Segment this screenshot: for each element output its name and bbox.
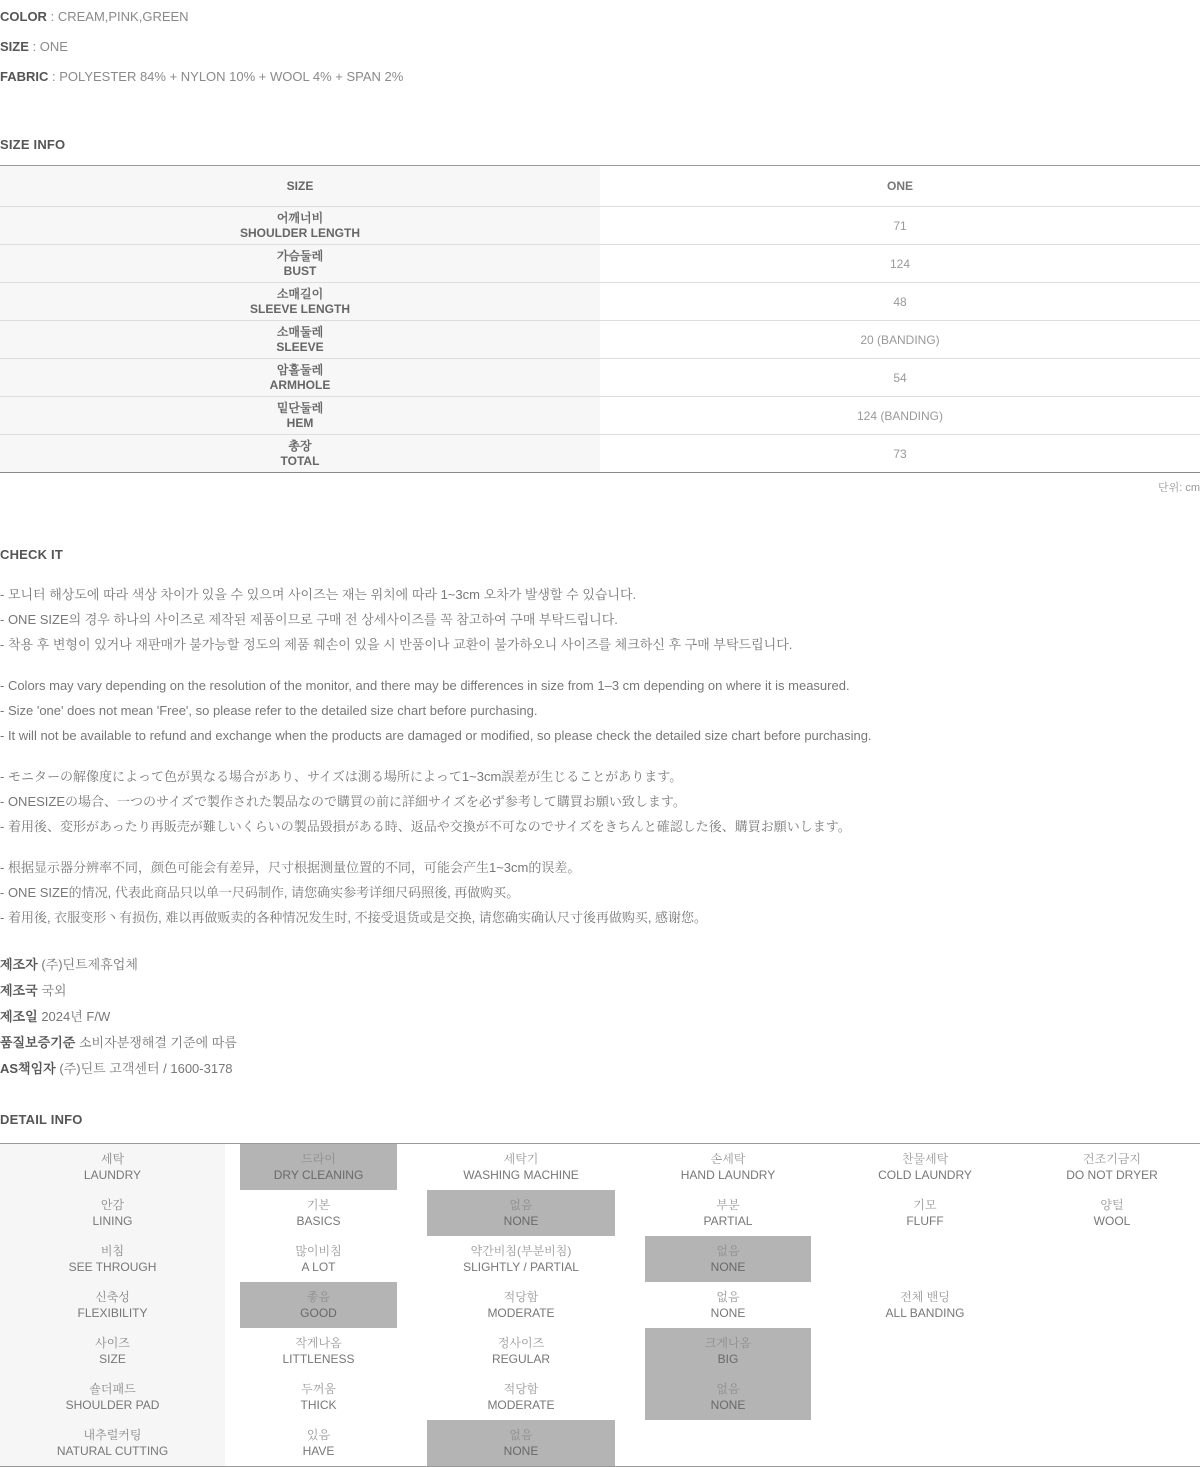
size-row-label-ko: 소매길이 bbox=[276, 286, 324, 301]
detail-cell bbox=[1024, 1144, 1200, 1190]
detail-cell-en: MODERATE bbox=[487, 1306, 555, 1320]
detail-cell-inner bbox=[240, 1328, 397, 1374]
detail-cell-inner bbox=[645, 1328, 811, 1374]
manufacturer-row bbox=[0, 952, 1200, 978]
detail-row-label-en: NATURAL CUTTING bbox=[56, 1444, 169, 1458]
spec-fabric-label: FABRIC bbox=[0, 69, 49, 84]
check-note-line: - ONE SIZE의 경우 하나의 사이즈로 제작된 제품이므로 구매 전 상세사이즈를 꼭 참고하여 구매 부탁드립니다. bbox=[0, 612, 618, 627]
size-row-label-en: ARMHOLE bbox=[269, 377, 331, 392]
detail-cell bbox=[412, 1144, 630, 1190]
detail-cell-en: BIG bbox=[717, 1352, 739, 1366]
manufacturer-label: 제조일 bbox=[0, 1009, 38, 1024]
spec-size-label: SIZE bbox=[0, 39, 29, 54]
size-row-value: 124 bbox=[889, 256, 911, 271]
size-header-label: SIZE bbox=[0, 166, 600, 206]
size-row-label-en: TOTAL bbox=[280, 453, 320, 468]
detail-cell-inner bbox=[240, 1374, 397, 1420]
detail-row bbox=[0, 1374, 1200, 1420]
detail-cell-empty bbox=[1024, 1374, 1200, 1420]
manufacturer-row bbox=[0, 1056, 1200, 1082]
size-row-value: 48 bbox=[893, 294, 907, 309]
detail-cell bbox=[826, 1282, 1024, 1328]
detail-cell-highlighted bbox=[412, 1190, 630, 1236]
size-table-row bbox=[0, 358, 1200, 396]
detail-row-label-en: FLEXIBILITY bbox=[77, 1306, 148, 1320]
detail-cell-en: NONE bbox=[503, 1214, 539, 1228]
check-note-line: - ONESIZEの場合、一つのサイズで製作された製品なので購買の前に詳細サイズを必ず参考して購買お願い致します。 bbox=[0, 794, 686, 809]
check-note-line: - モニターの解像度によって色が異なる場合があり、サイズは測る場所によって1~3cm誤差が生じることがあります。 bbox=[0, 769, 683, 784]
detail-cell bbox=[412, 1328, 630, 1374]
detail-cell bbox=[826, 1190, 1024, 1236]
detail-row-label-ko: 세탁 bbox=[100, 1152, 125, 1166]
check-notes-chinese bbox=[0, 855, 1200, 930]
detail-cell-ko: 적당함 bbox=[503, 1290, 539, 1304]
check-note-line: - 모니터 해상도에 따라 색상 차이가 있을 수 있으며 사이즈는 재는 위치에 따라 1~3cm 오차가 발생할 수 있습니다. bbox=[0, 587, 637, 602]
manufacturer-value: 소비자분쟁해결 기준에 따름 bbox=[78, 1035, 237, 1050]
detail-cell-ko: 건조기금지 bbox=[1083, 1152, 1141, 1166]
detail-cell-en: MODERATE bbox=[487, 1398, 555, 1412]
detail-cell-inner bbox=[240, 1144, 397, 1190]
detail-cell-ko: 양털 bbox=[1100, 1198, 1124, 1212]
detail-cell-en: FLUFF bbox=[906, 1214, 944, 1228]
manufacturer-value: (주)딘트제휴업체 bbox=[41, 957, 138, 972]
size-row-label bbox=[0, 359, 600, 396]
detail-cell-en: ALL BANDING bbox=[885, 1306, 965, 1320]
detail-cell-inner bbox=[645, 1190, 811, 1236]
detail-cell-inner bbox=[645, 1144, 811, 1190]
size-info-title: SIZE INFO bbox=[0, 137, 66, 152]
detail-cell-inner bbox=[427, 1328, 615, 1374]
size-row-label-ko: 어깨너비 bbox=[276, 210, 324, 225]
size-row-value: 71 bbox=[893, 218, 907, 233]
spec-color-label: COLOR bbox=[0, 9, 47, 24]
detail-row-label-en: LAUNDRY bbox=[83, 1168, 142, 1182]
manufacturer-label: 제조국 bbox=[0, 983, 38, 998]
size-row-label-ko: 가슴둘레 bbox=[276, 248, 324, 263]
detail-row-label-en: SHOULDER PAD bbox=[65, 1398, 160, 1412]
detail-cell-en: GOOD bbox=[300, 1306, 337, 1320]
detail-cell-en: NONE bbox=[710, 1260, 746, 1274]
detail-cell-inner bbox=[427, 1190, 615, 1236]
size-row-label-en: HEM bbox=[286, 415, 314, 430]
manufacturer-label: 품질보증기준 bbox=[0, 1035, 76, 1050]
detail-row-label-ko: 내추럴커팅 bbox=[83, 1428, 142, 1442]
detail-cell bbox=[225, 1236, 412, 1282]
detail-cell-en: COLD LAUNDRY bbox=[878, 1168, 972, 1182]
detail-row-label-ko: 신축성 bbox=[95, 1290, 130, 1304]
detail-cell-inner bbox=[841, 1144, 1009, 1190]
detail-cell-ko: 없음 bbox=[716, 1382, 740, 1396]
detail-row bbox=[0, 1144, 1200, 1190]
detail-cell-en: NONE bbox=[710, 1306, 746, 1320]
detail-row-label bbox=[0, 1236, 225, 1282]
detail-cell-highlighted bbox=[630, 1328, 826, 1374]
size-table-row bbox=[0, 282, 1200, 320]
size-row-value: 54 bbox=[893, 370, 907, 385]
spec-separator: : bbox=[32, 39, 37, 54]
manufacturer-row bbox=[0, 1004, 1200, 1030]
spec-separator: : bbox=[52, 69, 56, 84]
size-row-label bbox=[0, 435, 600, 472]
detail-cell-empty bbox=[826, 1374, 1024, 1420]
detail-cell-inner bbox=[427, 1236, 615, 1282]
size-row-label-ko: 소매둘레 bbox=[276, 324, 324, 339]
spec-color bbox=[0, 6, 1200, 27]
detail-cell-en: DO NOT DRYER bbox=[1066, 1168, 1158, 1182]
detail-cell-ko: 없음 bbox=[509, 1198, 533, 1212]
detail-cell bbox=[225, 1420, 412, 1466]
detail-info-table bbox=[0, 1143, 1200, 1467]
detail-cell-inner bbox=[240, 1190, 397, 1236]
detail-cell-inner bbox=[841, 1282, 1009, 1328]
detail-cell-ko: 크게나옴 bbox=[704, 1336, 752, 1350]
size-row-label-en: SLEEVE bbox=[276, 339, 324, 354]
detail-cell bbox=[412, 1236, 630, 1282]
detail-cell-ko: 좋음 bbox=[306, 1290, 331, 1304]
detail-cell-ko: 적당함 bbox=[503, 1382, 539, 1396]
detail-cell-ko: 찬물세탁 bbox=[901, 1152, 949, 1166]
detail-cell-highlighted bbox=[630, 1374, 826, 1420]
detail-row-label-en: SEE THROUGH bbox=[68, 1260, 157, 1274]
detail-cell-inner bbox=[1039, 1190, 1185, 1236]
detail-cell-ko: 기본 bbox=[306, 1198, 331, 1212]
size-row-label-en: SLEEVE LENGTH bbox=[249, 301, 350, 316]
check-note-line: - 着用後, 衣服变形丶有损伤, 难以再做贩卖的各种情况发生时, 不接受退货或是交换, 请您确实确认尺寸後再做购买, 感谢您。 bbox=[0, 910, 708, 925]
detail-cell-inner bbox=[645, 1282, 811, 1328]
detail-cell-inner bbox=[645, 1374, 811, 1420]
size-row-label-ko: 밑단둘레 bbox=[276, 400, 324, 415]
size-info-table bbox=[0, 165, 1200, 473]
detail-cell-empty bbox=[826, 1236, 1024, 1282]
detail-cell bbox=[412, 1282, 630, 1328]
size-row-value: 124 (BANDING) bbox=[856, 408, 944, 423]
detail-cell-en: WASHING MACHINE bbox=[463, 1168, 579, 1182]
detail-row-label-ko: 숄더패드 bbox=[89, 1382, 136, 1396]
detail-cell bbox=[225, 1374, 412, 1420]
check-it-title: CHECK IT bbox=[0, 547, 63, 562]
size-row-label bbox=[0, 321, 600, 358]
detail-row-label bbox=[0, 1144, 225, 1190]
size-table-row bbox=[0, 206, 1200, 244]
detail-cell bbox=[1024, 1190, 1200, 1236]
size-row-value: 20 (BANDING) bbox=[860, 332, 940, 347]
detail-row-label bbox=[0, 1328, 225, 1374]
detail-cell bbox=[630, 1144, 826, 1190]
detail-cell-en: HAND LAUNDRY bbox=[680, 1168, 776, 1182]
manufacturer-label: AS책임자 bbox=[0, 1061, 56, 1076]
check-note-line: - 根据显示器分辨率不同，颜色可能会有差异，尺寸根据测量位置的不同，可能会产生1~3cm的误差。 bbox=[0, 860, 581, 875]
detail-row-label-ko: 안감 bbox=[100, 1198, 125, 1212]
detail-cell-ko: 없음 bbox=[716, 1244, 740, 1258]
detail-row-label-en: LINING bbox=[92, 1214, 133, 1228]
check-it-notes bbox=[0, 582, 1200, 930]
detail-cell-empty bbox=[1024, 1420, 1200, 1466]
detail-cell-empty bbox=[630, 1420, 826, 1466]
size-unit-note: 단위: cm bbox=[1157, 482, 1200, 494]
detail-cell bbox=[630, 1282, 826, 1328]
detail-cell-inner bbox=[427, 1144, 615, 1190]
detail-row-label-en: SIZE bbox=[99, 1352, 126, 1366]
detail-cell-ko: 드라이 bbox=[301, 1152, 336, 1166]
size-row-label-en: BUST bbox=[283, 263, 317, 278]
detail-row bbox=[0, 1190, 1200, 1236]
size-table-row bbox=[0, 396, 1200, 434]
detail-cell-ko: 기모 bbox=[913, 1198, 937, 1212]
detail-cell-inner bbox=[841, 1190, 1009, 1236]
detail-cell-inner bbox=[427, 1420, 615, 1466]
detail-cell-inner bbox=[240, 1282, 397, 1328]
detail-row bbox=[0, 1420, 1200, 1466]
detail-cell-en: BASICS bbox=[296, 1214, 341, 1228]
detail-cell-inner bbox=[240, 1236, 397, 1282]
detail-cell-en: DRY CLEANING bbox=[273, 1168, 364, 1182]
manufacturer-value: 2024년 F/W bbox=[41, 1009, 111, 1024]
detail-cell bbox=[630, 1190, 826, 1236]
spec-size bbox=[0, 36, 1200, 57]
detail-cell-empty bbox=[826, 1328, 1024, 1374]
detail-cell-highlighted bbox=[412, 1420, 630, 1466]
detail-cell-inner bbox=[240, 1420, 397, 1466]
detail-cell-ko: 없음 bbox=[509, 1428, 533, 1442]
detail-cell-ko: 부분 bbox=[716, 1198, 740, 1212]
check-note-line: - 착용 후 변형이 있거나 재판매가 불가능할 정도의 제품 훼손이 있을 시 반품이나 교환이 불가하오니 사이즈를 체크하신 후 구매 부탁드립니다. bbox=[0, 637, 793, 652]
detail-cell-ko: 많이비침 bbox=[295, 1244, 342, 1258]
size-header-value: ONE bbox=[886, 179, 913, 193]
size-table-row bbox=[0, 320, 1200, 358]
detail-cell-inner bbox=[427, 1282, 615, 1328]
manufacturer-value: (주)딘트 고객센터 / 1600-3178 bbox=[59, 1061, 233, 1076]
detail-cell bbox=[412, 1374, 630, 1420]
spec-separator: : bbox=[50, 9, 55, 24]
detail-row-label bbox=[0, 1420, 225, 1466]
detail-cell-en: SLIGHTLY / PARTIAL bbox=[463, 1260, 579, 1274]
size-row-label bbox=[0, 245, 600, 282]
spec-fabric-value: POLYESTER 84% + NYLON 10% + WOOL 4% + SPAN 2% bbox=[59, 69, 404, 84]
manufacturer-label: 제조자 bbox=[0, 957, 38, 972]
detail-cell-en: THICK bbox=[300, 1398, 337, 1412]
manufacturer-value: 국외 bbox=[41, 983, 67, 998]
manufacturer-row bbox=[0, 978, 1200, 1004]
check-notes-english bbox=[0, 673, 1200, 748]
detail-cell-en: NONE bbox=[710, 1398, 746, 1412]
check-note-line: - Colors may vary depending on the resolution of the monitor, and there may be differences in size from 1–3 cm depending on where it is measured. bbox=[0, 678, 850, 693]
manufacturer-row bbox=[0, 1030, 1200, 1056]
check-note-line: - Size 'one' does not mean 'Free', so please refer to the detailed size chart before purchasing. bbox=[0, 703, 538, 718]
detail-cell-en: A LOT bbox=[301, 1260, 336, 1274]
detail-cell-ko: 세탁기 bbox=[503, 1152, 539, 1166]
size-table-row bbox=[0, 434, 1200, 472]
detail-cell-ko: 두꺼움 bbox=[301, 1382, 336, 1396]
detail-info-title: DETAIL INFO bbox=[0, 1112, 83, 1127]
detail-row-label-ko: 비침 bbox=[100, 1244, 125, 1258]
detail-cell-ko: 정사이즈 bbox=[497, 1336, 545, 1350]
detail-cell-en: LITTLENESS bbox=[282, 1352, 355, 1366]
detail-cell-ko: 있음 bbox=[306, 1428, 331, 1442]
detail-cell-en: NONE bbox=[503, 1444, 539, 1458]
size-table-row bbox=[0, 244, 1200, 282]
detail-cell-highlighted bbox=[630, 1236, 826, 1282]
detail-row bbox=[0, 1236, 1200, 1282]
detail-cell-inner bbox=[1039, 1144, 1185, 1190]
check-note-line: - 着用後、変形があったり再販売が難しいくらいの製品毀損がある時、返品や交換が不可なのでサイズをきちんと確認した後、購買お願いします。 bbox=[0, 819, 851, 834]
detail-row bbox=[0, 1282, 1200, 1328]
size-row-label-ko: 암홀둘레 bbox=[276, 362, 324, 377]
detail-cell-empty bbox=[1024, 1328, 1200, 1374]
detail-cell-en: PARTIAL bbox=[703, 1214, 753, 1228]
detail-cell-en: REGULAR bbox=[491, 1352, 550, 1366]
detail-cell-empty bbox=[1024, 1236, 1200, 1282]
check-notes-japanese bbox=[0, 764, 1200, 839]
detail-row-label bbox=[0, 1190, 225, 1236]
detail-cell-empty bbox=[1024, 1282, 1200, 1328]
detail-cell bbox=[225, 1328, 412, 1374]
check-note-line: - ONE SIZE的情况, 代表此商品只以单一尺码制作, 请您确实参考详细尺码照後, 再做购买。 bbox=[0, 885, 520, 900]
size-table-header-row bbox=[0, 166, 1200, 206]
detail-row-label bbox=[0, 1374, 225, 1420]
size-row-label bbox=[0, 207, 600, 244]
size-row-label bbox=[0, 397, 600, 434]
detail-cell-inner bbox=[427, 1374, 615, 1420]
spec-size-value: ONE bbox=[39, 39, 68, 54]
detail-cell bbox=[826, 1144, 1024, 1190]
size-row-label-ko: 총장 bbox=[288, 438, 312, 453]
check-note-line: - It will not be available to refund and exchange when the products are damaged or modified, so please check the detailed size chart before purchasing. bbox=[0, 728, 872, 743]
detail-cell-inner bbox=[645, 1236, 811, 1282]
size-row-label-en: SHOULDER LENGTH bbox=[240, 225, 360, 240]
detail-cell-ko: 전체 밴딩 bbox=[900, 1290, 950, 1304]
size-row-value: 73 bbox=[893, 446, 907, 461]
size-row-label bbox=[0, 283, 600, 320]
check-notes-korean bbox=[0, 582, 1200, 657]
detail-cell-empty bbox=[826, 1420, 1024, 1466]
detail-row bbox=[0, 1328, 1200, 1374]
detail-cell bbox=[225, 1190, 412, 1236]
detail-row-label-ko: 사이즈 bbox=[95, 1336, 130, 1350]
detail-cell-highlighted bbox=[225, 1282, 412, 1328]
detail-cell-ko: 손세탁 bbox=[710, 1152, 746, 1166]
product-specs bbox=[0, 0, 1200, 87]
manufacturer-info bbox=[0, 952, 1200, 1082]
detail-cell-ko: 약간비침(부분비침) bbox=[470, 1244, 572, 1258]
detail-cell-en: HAVE bbox=[302, 1444, 335, 1458]
detail-cell-ko: 작게나옴 bbox=[295, 1336, 342, 1350]
detail-cell-highlighted bbox=[225, 1144, 412, 1190]
detail-cell-ko: 없음 bbox=[716, 1290, 740, 1304]
detail-cell-en: WOOL bbox=[1093, 1214, 1131, 1228]
spec-color-value: CREAM,PINK,GREEN bbox=[57, 9, 189, 24]
detail-row-label bbox=[0, 1282, 225, 1328]
spec-fabric bbox=[0, 66, 1200, 87]
